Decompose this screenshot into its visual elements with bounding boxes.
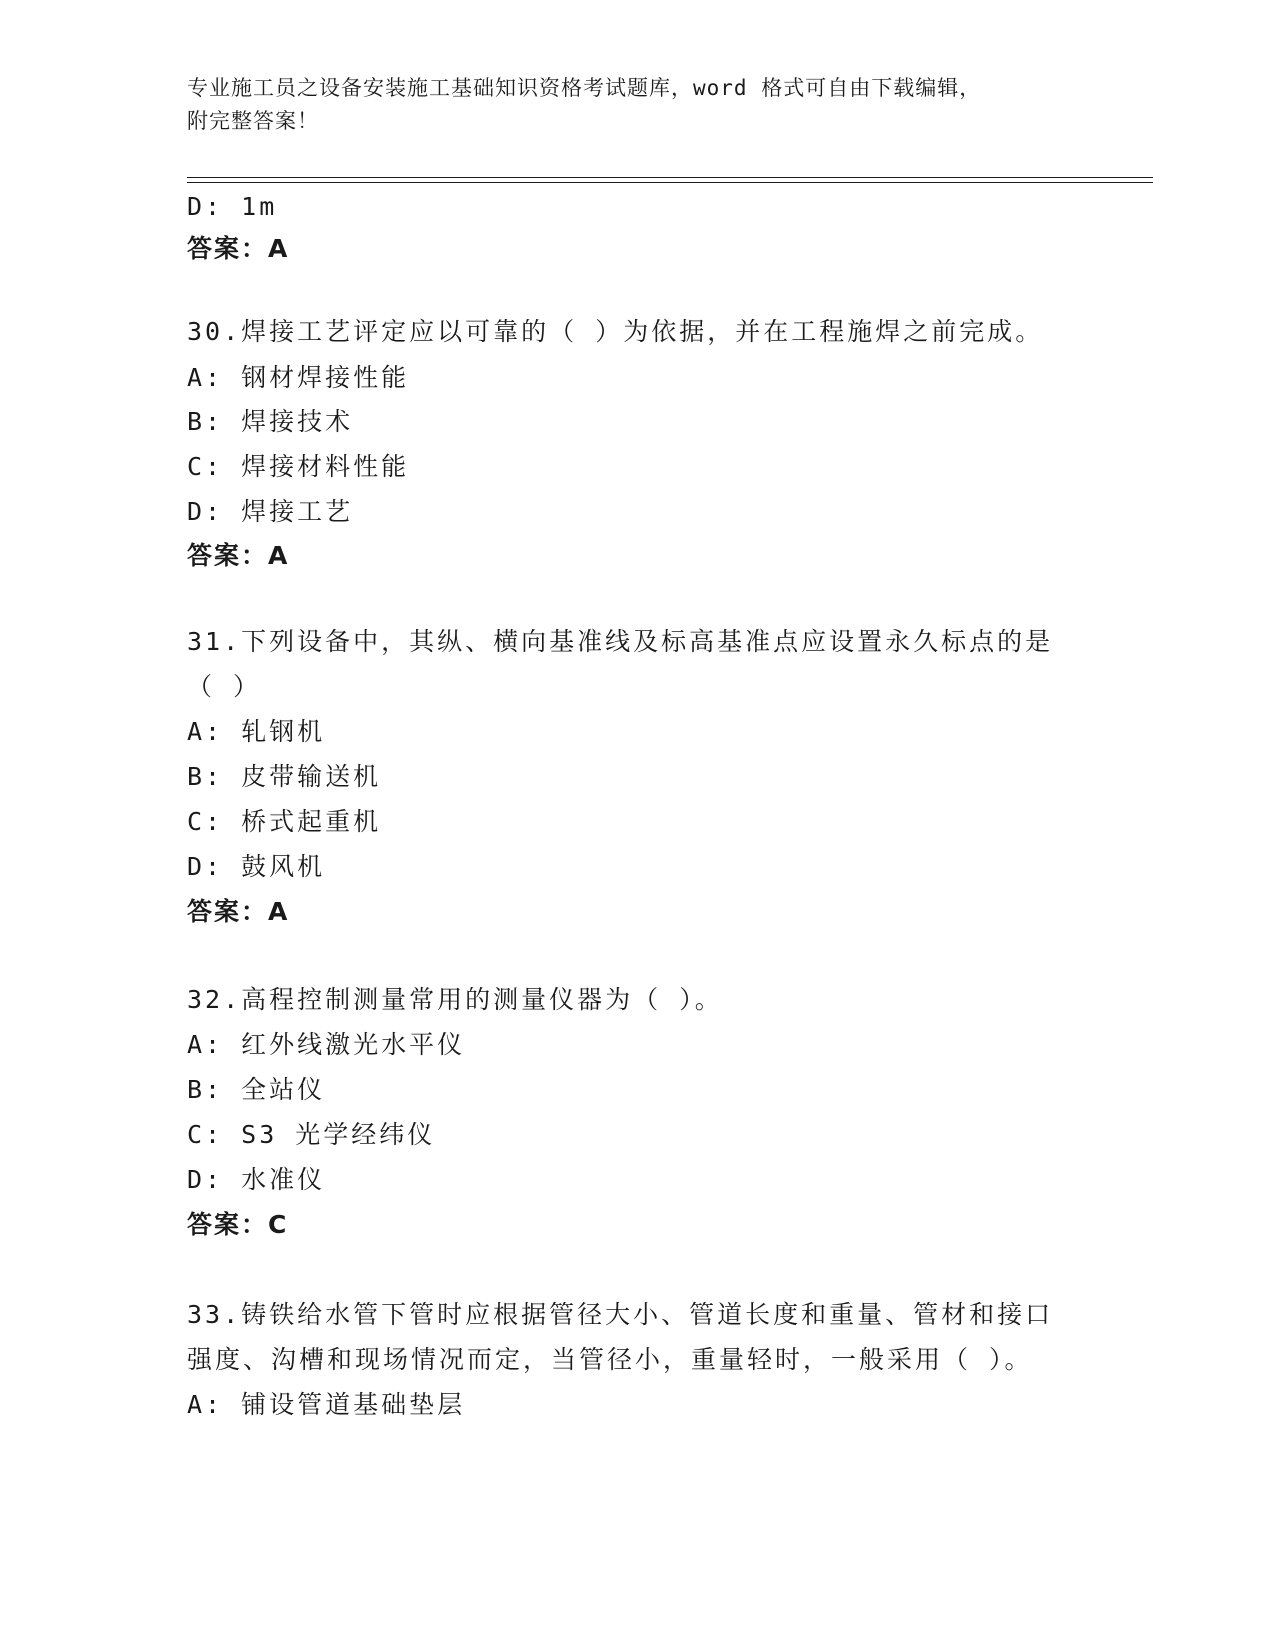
question-33-option-a: A: 铺设管道基础垫层 — [187, 1390, 466, 1419]
question-32-answer: 答案：C — [187, 1210, 289, 1239]
question-32-option-b: B: 全站仪 — [187, 1075, 326, 1104]
question-32-stem: 32.高程控制测量常用的测量仪器为（ ）。 — [187, 985, 723, 1014]
header-divider-bottom — [187, 182, 1153, 183]
question-31-option-b: B: 皮带输送机 — [187, 762, 382, 791]
question-32-option-c: C: S3 光学经纬仪 — [187, 1120, 436, 1149]
question-30-answer: 答案：A — [187, 541, 290, 570]
question-31-option-c: C: 桥式起重机 — [187, 807, 382, 836]
header-line-2: 附完整答案！ — [187, 109, 319, 133]
question-30-option-c: C: 焊接材料性能 — [187, 452, 410, 481]
question-30-stem: 30.焊接工艺评定应以可靠的（ ）为依据，并在工程施焊之前完成。 — [187, 317, 1044, 346]
question-31-answer: 答案：A — [187, 897, 290, 926]
question-32-option-d: D: 水准仪 — [187, 1165, 326, 1194]
question-31-stem-line-1: 31.下列设备中，其纵、横向基准线及标高基准点应设置永久标点的是 — [187, 627, 1054, 656]
question-30-option-d: D: 焊接工艺 — [187, 497, 354, 526]
question-31-option-d: D: 鼓风机 — [187, 852, 326, 881]
question-32-option-a: A: 红外线激光水平仪 — [187, 1030, 466, 1059]
question-30-option-b: B: 焊接技术 — [187, 407, 354, 436]
header-line-1: 专业施工员之设备安装施工基础知识资格考试题库，word 格式可自由下载编辑， — [187, 76, 982, 100]
carry-answer: 答案：A — [187, 234, 290, 263]
question-31-stem-line-2: （ ） — [187, 672, 262, 701]
carry-option-d: D: 1m — [187, 192, 278, 221]
question-30-option-a: A: 钢材焊接性能 — [187, 363, 410, 392]
question-33-stem-line-1: 33.铸铁给水管下管时应根据管径大小、管道长度和重量、管材和接口 — [187, 1300, 1054, 1329]
page-header — [187, 72, 1067, 138]
question-31-option-a: A: 轧钢机 — [187, 717, 326, 746]
question-33-stem-line-2: 强度、沟槽和现场情况而定，当管径小，重量轻时，一般采用（ ）。 — [187, 1345, 1033, 1374]
header-divider-top — [187, 177, 1153, 178]
